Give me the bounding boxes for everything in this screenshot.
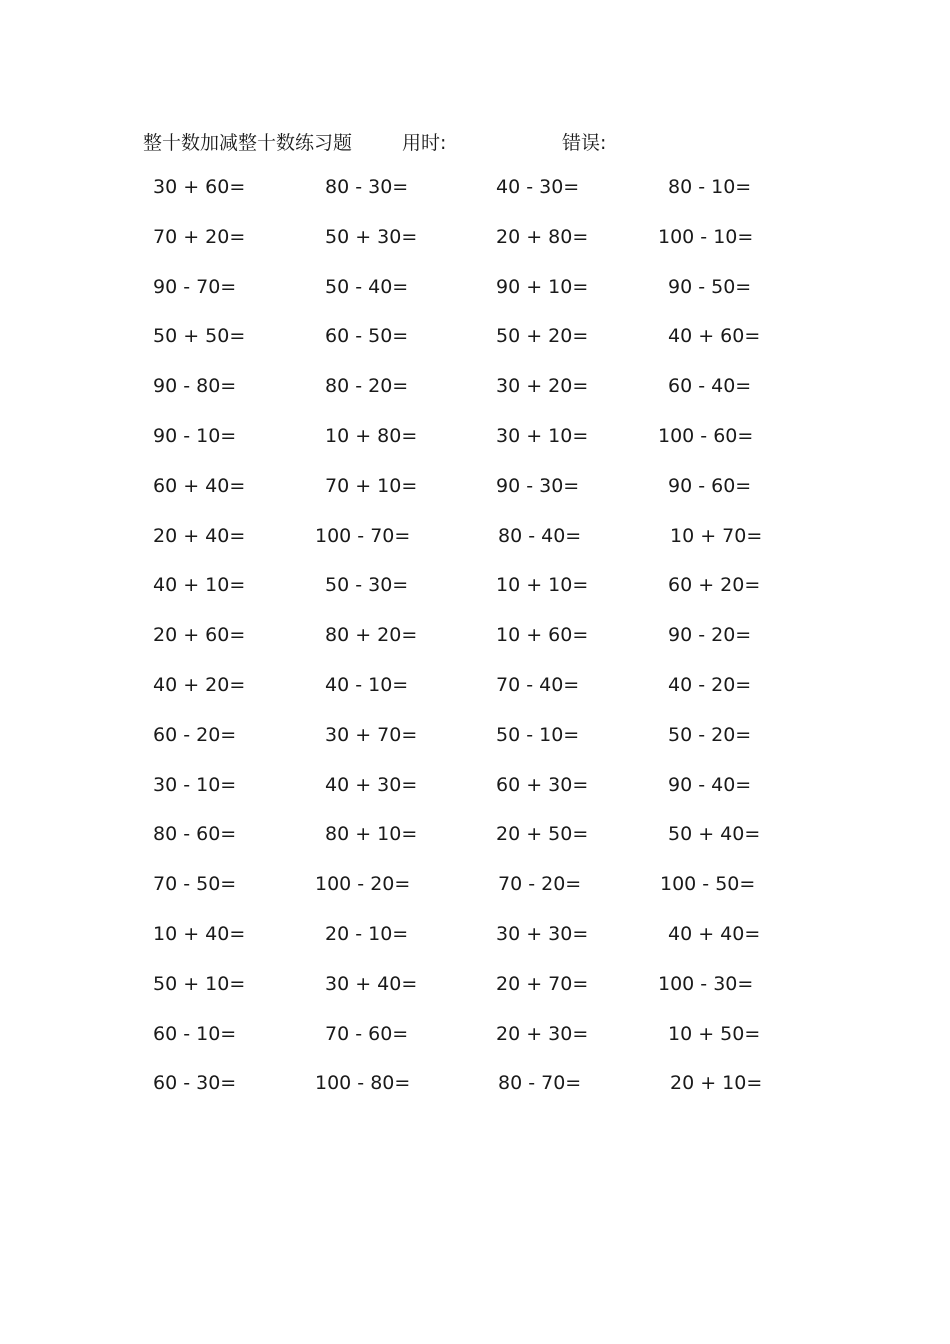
problem: 90 - 50=	[668, 275, 752, 298]
problem: 20 + 10=	[670, 1072, 763, 1095]
problem: 70 - 20=	[498, 873, 582, 896]
problem: 60 + 40=	[153, 474, 246, 497]
problem: 20 + 60=	[153, 624, 246, 647]
problem: 80 - 40=	[498, 524, 582, 547]
problem: 90 - 20=	[668, 624, 752, 647]
problem: 80 - 60=	[153, 823, 237, 846]
problem: 20 + 30=	[496, 1022, 589, 1045]
problem-row	[0, 574, 950, 624]
problem: 60 - 10=	[153, 1022, 237, 1045]
problem: 10 + 50=	[668, 1022, 761, 1045]
problem: 50 + 50=	[153, 325, 246, 348]
problem: 40 + 10=	[153, 574, 246, 597]
problem-row	[0, 176, 950, 226]
problem: 40 + 20=	[153, 673, 246, 696]
problem: 80 - 30=	[325, 176, 409, 198]
worksheet-title: 整十数加减整十数练习题	[143, 132, 353, 154]
problem-row	[0, 1072, 950, 1122]
problem: 20 + 70=	[496, 972, 589, 995]
problem-row	[0, 1023, 950, 1073]
problem-row	[0, 674, 950, 724]
problem: 30 + 10=	[496, 424, 589, 447]
problem: 30 + 40=	[325, 972, 418, 995]
problem: 40 - 30=	[496, 176, 580, 198]
problem-row	[0, 774, 950, 824]
problem-row	[0, 425, 950, 475]
problem: 90 - 30=	[496, 474, 580, 497]
problem: 30 + 60=	[153, 176, 246, 198]
problem: 100 - 50=	[660, 873, 756, 896]
problem: 70 + 20=	[153, 225, 246, 248]
problem-row	[0, 475, 950, 525]
problem: 60 - 20=	[153, 723, 237, 746]
problem: 30 + 70=	[325, 723, 418, 746]
problem: 60 - 40=	[668, 375, 752, 398]
problem: 30 - 10=	[153, 773, 237, 796]
problem-grid	[0, 176, 950, 1122]
problem: 80 - 10=	[668, 176, 752, 198]
problem: 90 - 70=	[153, 275, 237, 298]
problem: 100 - 60=	[658, 424, 754, 447]
problem-row	[0, 923, 950, 973]
problem: 20 + 80=	[496, 225, 589, 248]
problem: 70 - 40=	[496, 673, 580, 696]
problem: 10 + 10=	[496, 574, 589, 597]
problem-row	[0, 973, 950, 1023]
problem: 50 - 30=	[325, 574, 409, 597]
error-label: 错误:	[562, 132, 607, 154]
problem: 50 + 30=	[325, 225, 418, 248]
problem: 100 - 30=	[658, 972, 754, 995]
problem: 80 - 20=	[325, 375, 409, 398]
problem: 50 + 10=	[153, 972, 246, 995]
problem: 70 + 10=	[325, 474, 418, 497]
problem: 10 + 40=	[153, 922, 246, 945]
problem: 70 - 50=	[153, 873, 237, 896]
problem: 100 - 70=	[315, 524, 411, 547]
problem-row	[0, 276, 950, 326]
time-label: 用时:	[402, 132, 447, 154]
problem: 30 + 30=	[496, 922, 589, 945]
problem: 60 - 30=	[153, 1072, 237, 1095]
problem: 100 - 80=	[315, 1072, 411, 1095]
problem: 20 - 10=	[325, 922, 409, 945]
problem: 100 - 10=	[658, 225, 754, 248]
problem-row	[0, 525, 950, 575]
problem: 50 - 10=	[496, 723, 580, 746]
problem: 20 + 50=	[496, 823, 589, 846]
problem-row	[0, 873, 950, 923]
problem: 10 + 80=	[325, 424, 418, 447]
problem: 80 + 20=	[325, 624, 418, 647]
problem: 100 - 20=	[315, 873, 411, 896]
problem: 40 + 60=	[668, 325, 761, 348]
problem: 30 + 20=	[496, 375, 589, 398]
problem-row	[0, 325, 950, 375]
problem: 60 + 30=	[496, 773, 589, 796]
problem: 60 - 50=	[325, 325, 409, 348]
problem-row	[0, 823, 950, 873]
problem: 10 + 70=	[670, 524, 763, 547]
problem: 20 + 40=	[153, 524, 246, 547]
problem: 90 - 60=	[668, 474, 752, 497]
problem: 90 - 40=	[668, 773, 752, 796]
problem: 40 - 10=	[325, 673, 409, 696]
problem: 10 + 60=	[496, 624, 589, 647]
problem: 80 - 70=	[498, 1072, 582, 1095]
problem: 70 - 60=	[325, 1022, 409, 1045]
problem: 50 - 20=	[668, 723, 752, 746]
problem: 90 - 10=	[153, 424, 237, 447]
problem: 40 + 40=	[668, 922, 761, 945]
problem-row	[0, 624, 950, 674]
problem-row	[0, 226, 950, 276]
problem: 90 - 80=	[153, 375, 237, 398]
problem-row	[0, 375, 950, 425]
problem: 90 + 10=	[496, 275, 589, 298]
problem: 50 + 20=	[496, 325, 589, 348]
problem: 60 + 20=	[668, 574, 761, 597]
problem: 50 - 40=	[325, 275, 409, 298]
problem: 80 + 10=	[325, 823, 418, 846]
worksheet-header	[0, 128, 950, 156]
problem: 40 + 30=	[325, 773, 418, 796]
problem: 40 - 20=	[668, 673, 752, 696]
problem: 50 + 40=	[668, 823, 761, 846]
problem-row	[0, 724, 950, 774]
